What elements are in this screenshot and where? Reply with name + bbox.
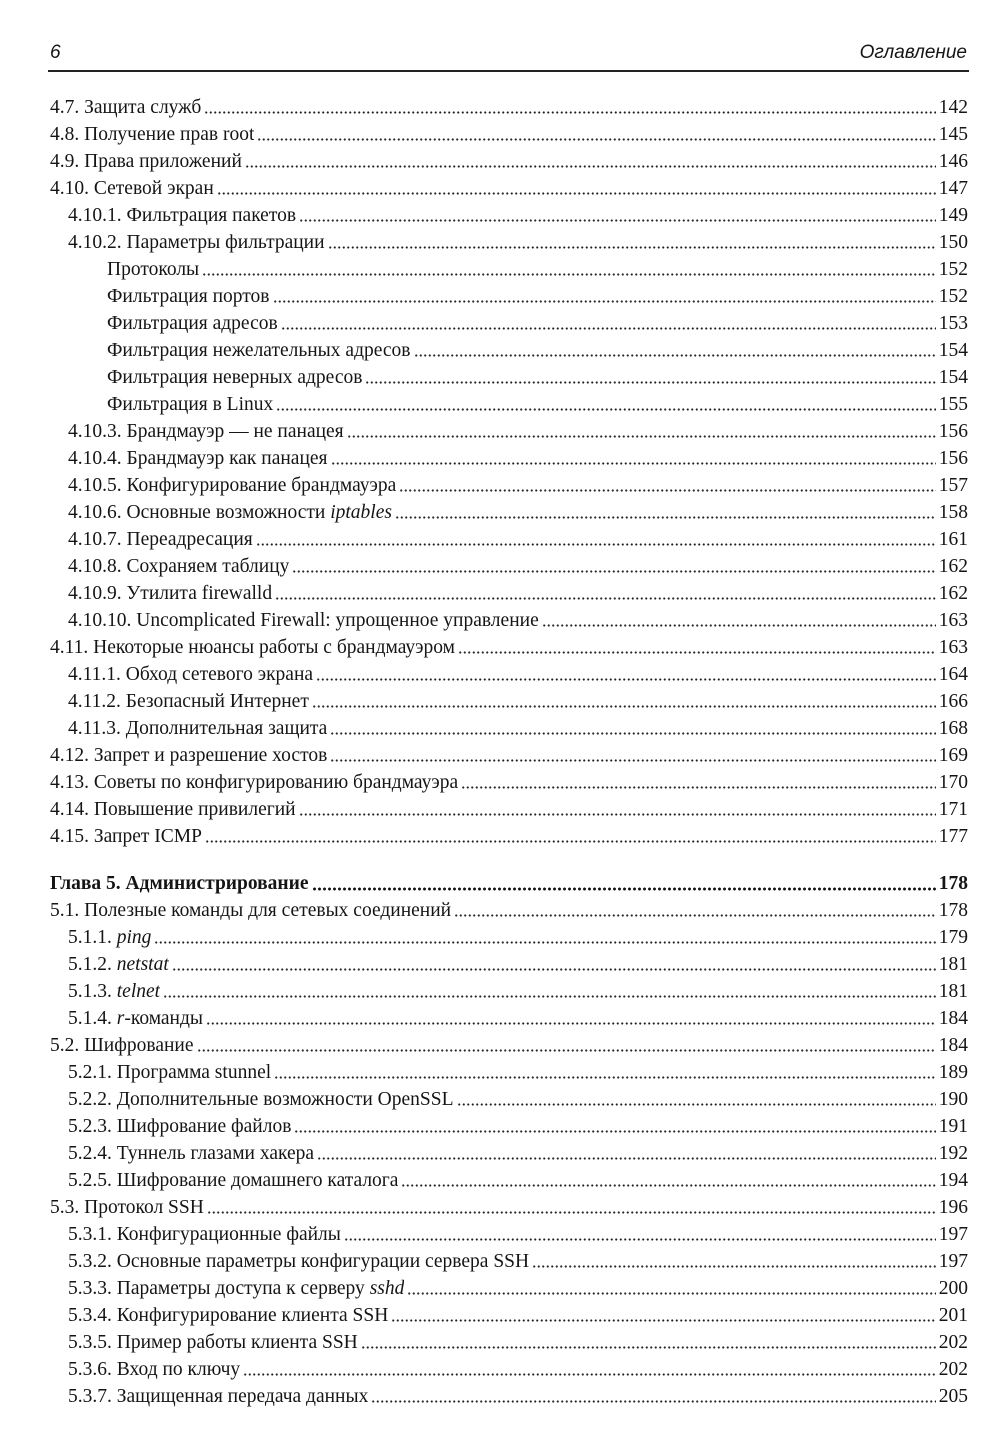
toc-entry-title: 5.1.1. ping [68, 927, 152, 948]
toc-entry-page: 169 [938, 745, 968, 766]
toc-entry-title: 5.3.3. Параметры доступа к серверу sshd [68, 1278, 405, 1299]
leader-dots [331, 462, 936, 465]
leader-dots [276, 408, 935, 411]
toc-entry-title: 4.10. Сетевой экран [50, 178, 214, 199]
toc-entry [50, 744, 968, 768]
toc-entry [107, 258, 968, 282]
leader-dots [399, 489, 935, 492]
toc-entry [68, 926, 968, 950]
leader-dots [532, 1265, 936, 1268]
toc-entry-title: 4.10.8. Сохраняем таблицу [68, 556, 290, 577]
leader-dots [274, 1076, 936, 1079]
toc-entry-title: 5.3.6. Вход по ключу [68, 1359, 241, 1380]
toc-entry-page: 181 [938, 954, 968, 975]
toc-entry-title: 4.14. Повышение привилегий [50, 799, 296, 820]
toc-entry-title: Глава 5. Администрирование [50, 873, 309, 894]
leader-dots [163, 995, 936, 998]
leader-dots [317, 1157, 936, 1160]
toc-entry-title: 4.11.3. Дополнительная защита [68, 718, 328, 739]
leader-dots [294, 1130, 935, 1133]
toc-entry-page: 202 [938, 1359, 968, 1380]
toc-entry-title: 5.2.2. Дополнительные возможности OpenSSL [68, 1089, 454, 1110]
leader-dots [330, 759, 935, 762]
toc-entry [107, 366, 968, 390]
toc-entry [50, 1196, 968, 1220]
toc-entry-page: 200 [938, 1278, 968, 1299]
toc-entry [50, 636, 968, 660]
toc-entry [50, 123, 968, 147]
leader-dots [275, 597, 936, 600]
leader-dots [371, 1400, 935, 1403]
leader-dots [457, 1103, 936, 1106]
leader-dots [207, 1211, 936, 1214]
toc-entry [68, 555, 968, 579]
toc-entry [68, 420, 968, 444]
toc-entry-page: 163 [938, 637, 968, 658]
toc-entry-page: 178 [938, 900, 968, 921]
leader-dots [361, 1346, 936, 1349]
leader-dots [458, 651, 936, 654]
toc-entry-page: 152 [938, 259, 968, 280]
toc-entry-page: 190 [938, 1089, 968, 1110]
leader-dots [197, 1049, 936, 1052]
toc-entry [68, 1331, 968, 1355]
toc-entry-title: 4.9. Права приложений [50, 151, 242, 172]
leader-dots [401, 1184, 935, 1187]
toc-entry-title: 5.3.1. Конфигурационные файлы [68, 1224, 341, 1245]
toc-entry-title: 5.3.4. Конфигурирование клиента SSH [68, 1305, 389, 1326]
toc-entry [68, 980, 968, 1004]
leader-dots [273, 300, 936, 303]
toc-entry [68, 1169, 968, 1193]
toc-entry-page: 153 [938, 313, 968, 334]
toc-entry-title: 4.10.3. Брандмауэр — не панацея [68, 421, 344, 442]
toc-entry [68, 231, 968, 255]
toc-entry-title: 4.10.9. Утилита firewalld [68, 583, 273, 604]
toc-entry-title: 5.2. Шифрование [50, 1035, 194, 1056]
toc-entry-title: Фильтрация нежелательных адресов [107, 340, 411, 361]
toc-entry [68, 1142, 968, 1166]
toc-entry-page: 192 [938, 1143, 968, 1164]
toc-entry [50, 96, 968, 120]
leader-dots [257, 138, 935, 141]
toc-entry-page: 189 [938, 1062, 968, 1083]
toc-entry-page: 149 [938, 205, 968, 226]
toc-entry-page: 178 [938, 873, 968, 894]
toc-entry-title: 4.11.2. Безопасный Интернет [68, 691, 309, 712]
toc-entry [68, 1223, 968, 1247]
toc-entry-title: 5.2.3. Шифрование файлов [68, 1116, 292, 1137]
leader-dots [330, 732, 935, 735]
toc-entry-page: 197 [938, 1224, 968, 1245]
toc-entry [107, 312, 968, 336]
toc-entry [50, 771, 968, 795]
toc-entry [68, 1304, 968, 1328]
toc-entry-page: 155 [938, 394, 968, 415]
toc-entry-page: 156 [938, 421, 968, 442]
leader-dots [204, 111, 935, 114]
toc-entry-title: 5.1.3. telnet [68, 981, 161, 1002]
toc-entry [68, 447, 968, 471]
toc-entry-page: 158 [938, 502, 968, 523]
toc-entry [68, 690, 968, 714]
toc-entry-page: 154 [938, 340, 968, 361]
toc-entry [68, 717, 968, 741]
toc-entry-page: 147 [938, 178, 968, 199]
leader-dots [391, 1319, 935, 1322]
toc-entry-title: 4.10.7. Переадресация [68, 529, 253, 550]
toc-entry-title: 4.11. Некоторые нюансы работы с брандмауэром [50, 637, 455, 658]
toc-entry-title: 5.1. Полезные команды для сетевых соединений [50, 900, 452, 921]
toc-entry [68, 582, 968, 606]
toc-entry [68, 204, 968, 228]
toc-entry-title: 4.15. Запрет ICMP [50, 826, 202, 847]
toc-entry-page: 201 [938, 1305, 968, 1326]
toc-entry [68, 1115, 968, 1139]
toc-entry [68, 1277, 968, 1301]
toc-entry-page: 177 [938, 826, 968, 847]
toc-entry-title: 5.3.2. Основные параметры конфигурации сервера SSH [68, 1251, 530, 1272]
toc-entry [50, 798, 968, 822]
leader-dots [344, 1238, 936, 1241]
leader-dots [407, 1292, 935, 1295]
toc-entry [68, 1088, 968, 1112]
toc-entry [68, 1358, 968, 1382]
toc-entry [50, 177, 968, 201]
toc-entry-page: 191 [938, 1116, 968, 1137]
toc-entry-title: Фильтрация портов [107, 286, 270, 307]
leader-dots [312, 887, 936, 891]
toc-entry-title: 4.10.2. Параметры фильтрации [68, 232, 325, 253]
leader-dots [316, 678, 936, 681]
toc-entry [68, 528, 968, 552]
leader-dots [461, 786, 936, 789]
toc-entry-page: 154 [938, 367, 968, 388]
toc-entry [68, 1061, 968, 1085]
toc-entry [107, 339, 968, 363]
toc-entry-page: 197 [938, 1251, 968, 1272]
toc-entry-title: Фильтрация неверных адресов [107, 367, 363, 388]
toc-entry-title: 5.2.1. Программа stunnel [68, 1062, 272, 1083]
page-number: 6 [50, 42, 61, 63]
leader-dots [299, 219, 936, 222]
toc-entry-page: 152 [938, 286, 968, 307]
leader-dots [328, 246, 936, 249]
toc-entry-title: 4.12. Запрет и разрешение хостов [50, 745, 328, 766]
toc-entry-title: 4.10.4. Брандмауэр как панацея [68, 448, 328, 469]
toc-entry-page: 170 [938, 772, 968, 793]
toc-entry-page: 179 [938, 927, 968, 948]
toc-entry-page: 168 [938, 718, 968, 739]
toc-entry-page: 164 [938, 664, 968, 685]
toc-entry-page: 184 [938, 1008, 968, 1029]
toc-entry-title: 4.10.5. Конфигурирование брандмауэра [68, 475, 397, 496]
toc-entry-title: 4.11.1. Обход сетевого экрана [68, 664, 314, 685]
toc-entry-page: 162 [938, 556, 968, 577]
toc-chapter-entry [50, 872, 968, 896]
leader-dots [154, 941, 935, 944]
toc-entry-page: 161 [938, 529, 968, 550]
toc-entry-page: 142 [938, 97, 968, 118]
toc-entry [50, 1034, 968, 1058]
leader-dots [202, 273, 936, 276]
toc-entry-page: 157 [938, 475, 968, 496]
toc-entry-title: 5.1.4. r-команды [68, 1008, 204, 1029]
toc-entry-page: 146 [938, 151, 968, 172]
toc-entry-title: 5.2.5. Шифрование домашнего каталога [68, 1170, 399, 1191]
toc-entry-title: 5.3.5. Пример работы клиента SSH [68, 1332, 358, 1353]
toc-entry [68, 663, 968, 687]
toc-entry-title: 4.10.10. Uncomplicated Firewall: упрощенное управление [68, 610, 539, 631]
toc-entry-title: 5.3.7. Защищенная передача данных [68, 1386, 369, 1407]
leader-dots [206, 1022, 936, 1025]
toc-entry-title: Фильтрация адресов [107, 313, 278, 334]
toc-entry-page: 202 [938, 1332, 968, 1353]
toc-entry-page: 194 [938, 1170, 968, 1191]
leader-dots [205, 840, 936, 843]
toc-entry [68, 501, 968, 525]
leader-dots [256, 543, 936, 546]
toc-entry-page: 166 [938, 691, 968, 712]
toc-entry-page: 163 [938, 610, 968, 631]
toc-entry [50, 150, 968, 174]
leader-dots [347, 435, 936, 438]
toc-entry-title: 4.13. Советы по конфигурированию брандмауэра [50, 772, 459, 793]
toc-entry-page: 156 [938, 448, 968, 469]
leader-dots [292, 570, 935, 573]
toc-entry-page: 205 [938, 1386, 968, 1407]
toc-entry [68, 609, 968, 633]
leader-dots [395, 516, 936, 519]
leader-dots [414, 354, 936, 357]
leader-dots [299, 813, 936, 816]
toc-entry-title: 4.10.6. Основные возможности iptables [68, 502, 392, 523]
toc-entry [68, 1007, 968, 1031]
toc-entry-title: Фильтрация в Linux [107, 394, 274, 415]
leader-dots [542, 624, 936, 627]
leader-dots [217, 192, 936, 195]
toc-entry-page: 145 [938, 124, 968, 145]
leader-dots [243, 1373, 936, 1376]
toc-entry-title: 4.7. Защита служб [50, 97, 202, 118]
toc-entry [107, 285, 968, 309]
toc-entry-title: Протоколы [107, 259, 200, 280]
toc-entry [68, 1385, 968, 1409]
toc-entry-page: 150 [938, 232, 968, 253]
toc-entry-title: 5.2.4. Туннель глазами хакера [68, 1143, 315, 1164]
toc-entry-page: 162 [938, 583, 968, 604]
toc-entry-title: 5.3. Протокол SSH [50, 1197, 204, 1218]
toc-entry [107, 393, 968, 417]
toc-entry [68, 953, 968, 977]
toc-entry [68, 1250, 968, 1274]
toc-entry [50, 825, 968, 849]
leader-dots [454, 914, 936, 917]
leader-dots [312, 705, 936, 708]
leader-dots [245, 165, 936, 168]
running-title: Оглавление [859, 42, 967, 63]
toc-entry-page: 196 [938, 1197, 968, 1218]
toc-entry [68, 474, 968, 498]
toc-entry-title: 5.1.2. netstat [68, 954, 169, 975]
toc-entry-page: 171 [938, 799, 968, 820]
leader-dots [281, 327, 936, 330]
toc-entry-page: 181 [938, 981, 968, 1002]
toc-entry-title: 4.10.1. Фильтрация пакетов [68, 205, 297, 226]
leader-dots [365, 381, 935, 384]
leader-dots [172, 968, 936, 971]
toc-entry [50, 899, 968, 923]
toc-entry-title: 4.8. Получение прав root [50, 124, 255, 145]
toc-entry-page: 184 [938, 1035, 968, 1056]
